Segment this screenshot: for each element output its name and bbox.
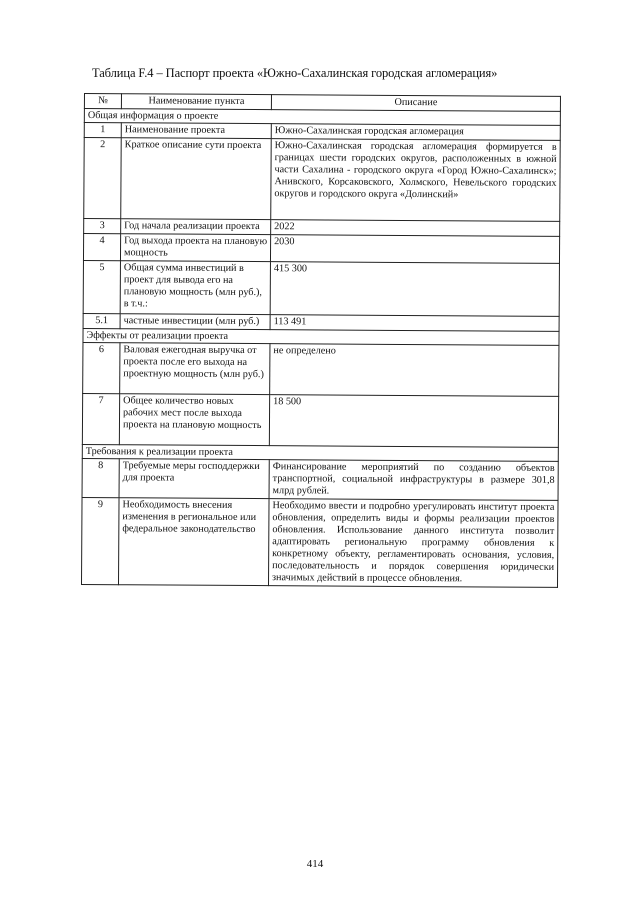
row-item-name: Общее количество новых рабочих мест после выхода проекта на плановую мощность [119, 394, 269, 446]
table-row [83, 342, 559, 396]
row-description: 415 300 [270, 262, 559, 317]
row-number: 5 [83, 260, 120, 313]
row-description: 18 500 [269, 395, 558, 448]
table-row [82, 458, 558, 500]
row-number: 4 [83, 234, 120, 261]
row-item-name: Наименование проекта [121, 123, 271, 139]
row-item-name: Краткое описание сути проекта [121, 138, 271, 220]
table-caption: Таблица F.4 – Паспорт проекта «Южно-Сахалинская городская агломерация» [92, 66, 498, 80]
header-number: № [84, 94, 121, 109]
row-description: Необходимо ввести и подробно урегулировать институт проекта обновления, определить виды и формы реализации проектов обновления. Использование данного института позволит адаптировать региональную программу обновления к конкретному объекту, регламентировать основания, условия, последовательность и порядок совершения юридически значимых действий в процессе обновления. [268, 499, 558, 588]
row-item-name: Год выхода проекта на плановую мощность [120, 234, 270, 262]
section-title: Требования к реализации проекта [82, 444, 558, 461]
table-row [83, 234, 559, 264]
row-number: 1 [84, 123, 121, 138]
row-number: 9 [81, 497, 119, 584]
row-description: Южно-Сахалинская городская агломерация [271, 124, 560, 141]
row-number: 6 [83, 342, 120, 393]
row-item-name: Общая сумма инвестиций в проект для вывода его на плановую мощность (млн руб.), в т.ч.: [120, 261, 270, 315]
row-description: Финансирование мероприятий по созданию объектов транспортной, социальной инфраструктуры в размере 301,8 млрд рублей. [269, 460, 558, 501]
row-item-name: Год начала реализации проекта [121, 219, 271, 235]
table-row [82, 393, 558, 447]
section-title: Общая информация о проекте [84, 109, 560, 126]
row-number: 8 [82, 458, 119, 497]
row-description: 113 491 [270, 315, 559, 332]
row-description: Южно-Сахалинская городская агломерация формируется в границах шести городских округов, расположенных в южной части Сахалина - городского округа «Город Южно-Сахалинск»; Анивского, Корсаковского, Холмского, Невельского городских округов и городского округа «Долинский» [271, 139, 560, 222]
header-description: Описание [271, 95, 560, 112]
table-row [81, 497, 558, 587]
row-item-name: Необходимость внесения изменения в региональное или федеральное законодательство [118, 498, 269, 586]
row-description: 2030 [270, 235, 559, 264]
project-passport-table [81, 93, 561, 588]
page-number: 414 [306, 858, 324, 870]
row-description: 2022 [271, 220, 560, 237]
section-title: Эффекты от реализации проекта [83, 328, 559, 345]
table-row [83, 260, 559, 316]
row-number: 7 [82, 393, 119, 444]
row-number: 2 [84, 138, 121, 219]
row-item-name: Требуемые меры господдержки для проекта [119, 459, 269, 499]
row-number: 5.1 [83, 313, 120, 328]
table-row [84, 138, 560, 222]
row-description: не определено [270, 344, 559, 397]
row-item-name: частные инвестиции (млн руб.) [120, 314, 270, 330]
row-number: 3 [84, 219, 121, 234]
header-item-name: Наименование пункта [121, 94, 271, 110]
row-item-name: Валовая ежегодная выручка от проекта после его выхода на проектную мощность (млн руб.) [120, 343, 270, 395]
